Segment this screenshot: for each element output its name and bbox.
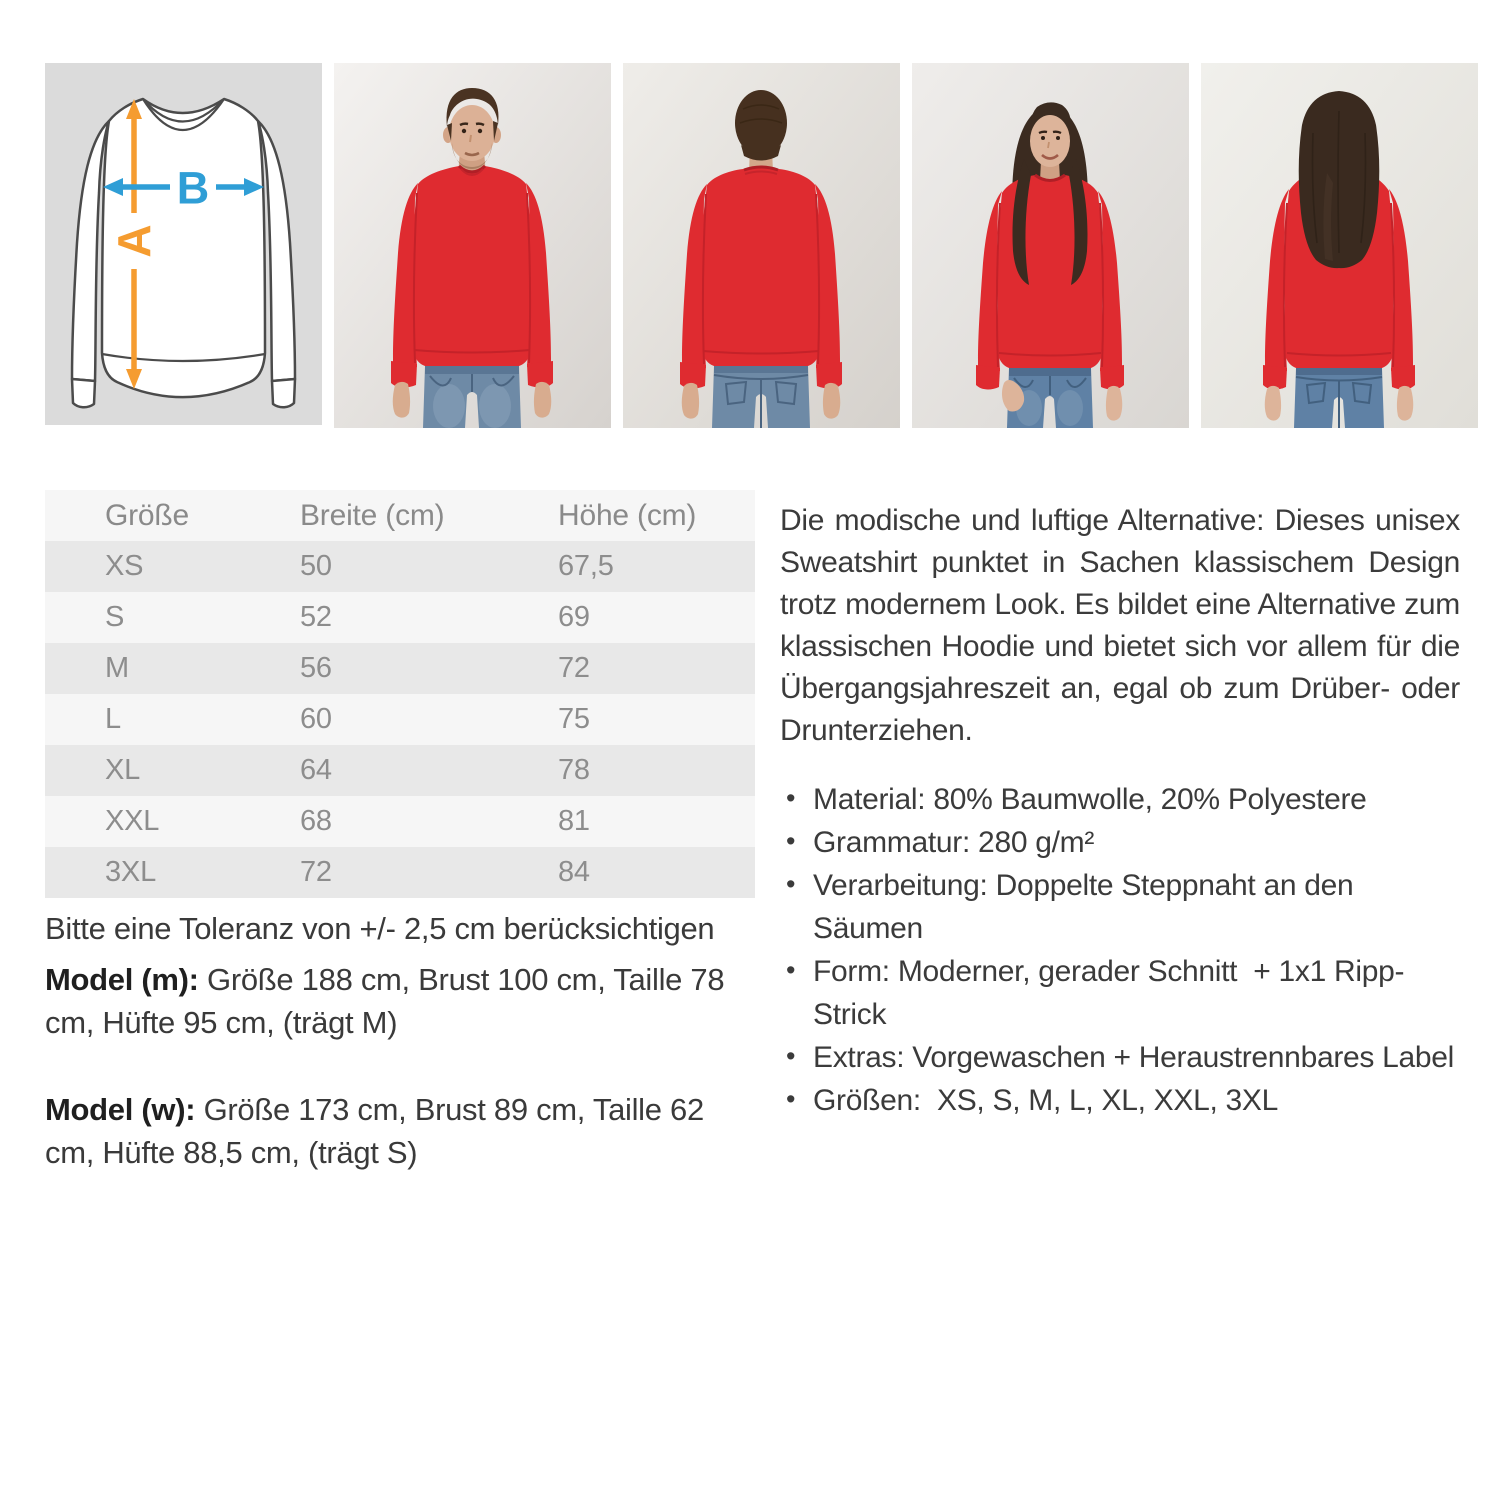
cell-height: 84 — [558, 856, 590, 888]
photo-model-female-back — [1201, 63, 1478, 428]
feature-item-material — [780, 778, 1460, 821]
feature-text: Größen: XS, S, M, L, XL, XXL, 3XL — [813, 1084, 1279, 1117]
column-header-size: Größe — [105, 498, 190, 532]
cell-size: XL — [105, 754, 141, 786]
cell-width: 64 — [300, 754, 332, 786]
feature-item-verarbeitung — [780, 864, 1460, 950]
table-row — [45, 592, 755, 643]
cell-width: 52 — [300, 601, 332, 633]
jeans — [1294, 368, 1384, 428]
cell-height: 75 — [558, 703, 590, 735]
table-row — [45, 643, 755, 694]
label-a: A — [108, 224, 160, 258]
cell-width: 72 — [300, 856, 332, 888]
cell-height: 72 — [558, 652, 590, 684]
cell-size: 3XL — [105, 856, 156, 888]
cell-size: L — [105, 703, 121, 735]
cell-size: XXL — [105, 805, 160, 837]
model-female-front-graphic — [912, 63, 1189, 428]
size-diagram-image — [45, 63, 322, 428]
cell-width: 60 — [300, 703, 332, 735]
model-m-info — [45, 958, 755, 1044]
product-description-section — [780, 500, 1460, 1122]
cell-height: 78 — [558, 754, 590, 786]
bullet-icon: • — [786, 1041, 796, 1071]
table-row — [45, 796, 755, 847]
model-w-text: Größe 173 cm, Brust 89 cm, Taille 62 cm, Hüfte 88,5 cm, (trägt S) — [45, 1092, 704, 1170]
feature-item-extras — [780, 1036, 1460, 1079]
feature-text: Verarbeitung: Doppelte Steppnaht an den Säumen — [813, 869, 1362, 945]
feature-text: Form: Moderner, gerader Schnitt + 1x1 Ripp-Strick — [813, 955, 1405, 1031]
column-header-height: Höhe (cm) — [558, 498, 697, 532]
photo-model-male-back — [623, 63, 900, 428]
model-w-info — [45, 1088, 755, 1174]
photo-model-female-front — [912, 63, 1189, 428]
table-row — [45, 694, 755, 745]
cell-height: 69 — [558, 601, 590, 633]
jeans — [712, 366, 810, 428]
model-male-front-graphic — [334, 63, 611, 428]
cell-height: 81 — [558, 805, 590, 837]
cell-width: 56 — [300, 652, 332, 684]
size-diagram-graphic — [45, 63, 322, 428]
bullet-icon: • — [786, 955, 796, 985]
photo-model-male-front — [334, 63, 611, 428]
cell-width: 68 — [300, 805, 332, 837]
feature-item-groessen — [780, 1079, 1460, 1122]
model-m-text: Größe 188 cm, Brust 100 cm, Taille 78 cm, Hüfte 95 cm, (trägt M) — [45, 962, 725, 1040]
feature-item-grammatur — [780, 821, 1460, 864]
cell-size: S — [105, 601, 125, 633]
size-table-header-row — [45, 490, 755, 541]
cell-size: XS — [105, 550, 144, 582]
feature-text: Extras: Vorgewaschen + Heraustrennbares Label — [813, 1041, 1455, 1074]
product-image-row — [45, 63, 1478, 428]
model-w-label: Model (w): — [45, 1092, 196, 1127]
table-row — [45, 847, 755, 898]
label-b: B — [176, 162, 210, 214]
column-header-width: Breite (cm) — [300, 498, 445, 532]
model-m-label: Model (m): — [45, 962, 199, 997]
bullet-icon: • — [786, 869, 796, 899]
bullet-icon: • — [786, 826, 796, 856]
table-row — [45, 745, 755, 796]
size-info-section — [45, 490, 755, 1174]
cell-height: 67,5 — [558, 550, 614, 582]
feature-list — [780, 778, 1460, 1122]
description-paragraph: Die modische und luftige Alternative: Dieses unisex Sweatshirt punktet in Sachen klassischem Design trotz modernem Look. Es bildet eine Alternative zum klassischen Hoodie und bietet sich vor allem für die Übergangsjahreszeit an, egal ob zum Drüber- oder Drunterziehen. — [780, 504, 1460, 747]
cell-size: M — [105, 652, 129, 684]
tolerance-note: Bitte eine Toleranz von +/- 2,5 cm berücksichtigen — [45, 911, 715, 946]
feature-text: Material: 80% Baumwolle, 20% Polyestere — [813, 783, 1367, 816]
size-table — [45, 490, 755, 898]
cell-width: 50 — [300, 550, 332, 582]
bullet-icon: • — [786, 783, 796, 813]
model-female-back-graphic — [1201, 63, 1478, 428]
bullet-icon: • — [786, 1084, 796, 1114]
feature-item-form — [780, 950, 1460, 1036]
model-male-back-graphic — [623, 63, 900, 428]
feature-text: Grammatur: 280 g/m² — [813, 826, 1095, 859]
table-row — [45, 541, 755, 592]
